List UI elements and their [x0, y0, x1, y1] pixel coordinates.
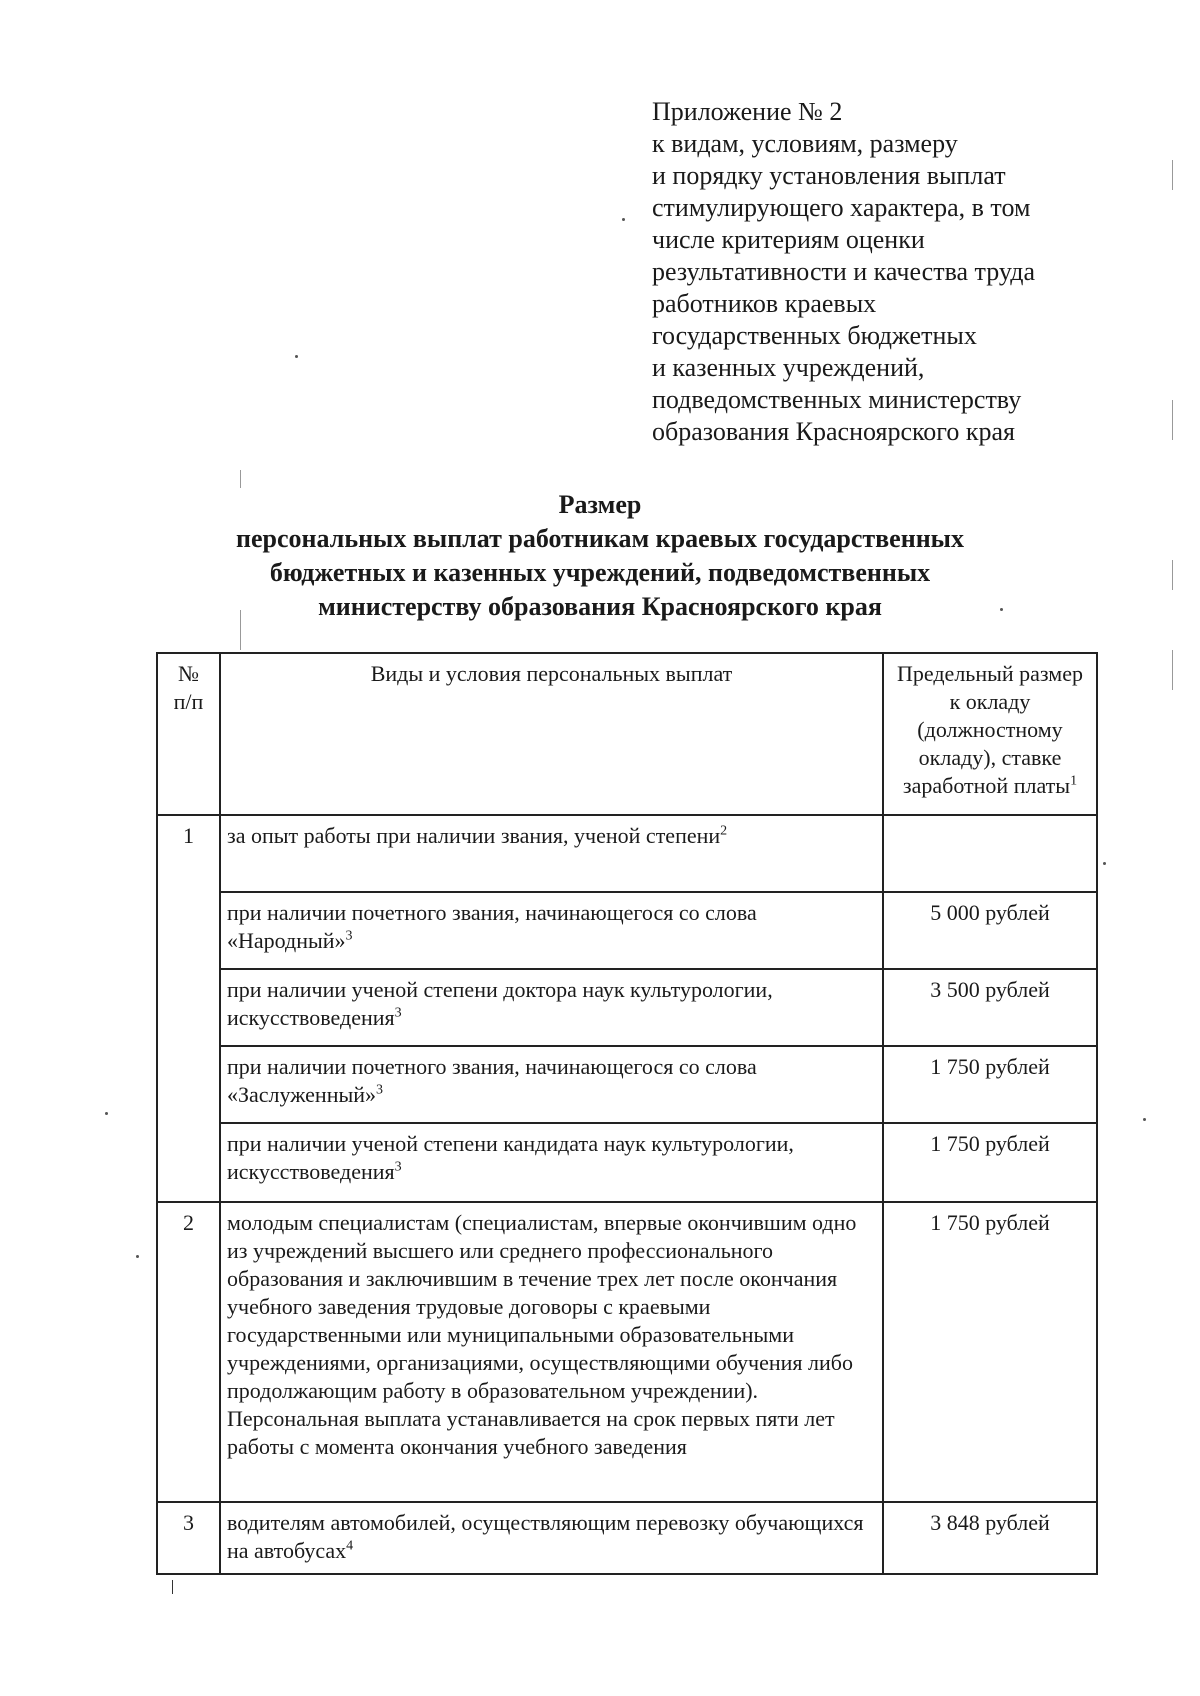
title-line: бюджетных и казенных учреждений, подведомственных [269, 558, 931, 587]
footnote-ref: 2 [720, 823, 728, 839]
document-title [140, 488, 1060, 624]
header-limit [883, 653, 1097, 815]
row-text [220, 1202, 883, 1502]
table-row [157, 1123, 1097, 1202]
header-kind: Виды и условия персональных выплат [220, 653, 883, 815]
row-text-content: при наличии почетного звания, начинающегося со слова «Народный» [227, 900, 757, 953]
scan-speck [1143, 1118, 1146, 1121]
scan-speck [1000, 608, 1003, 611]
table-row [157, 815, 1097, 892]
row-text-content: при наличии ученой степени доктора наук культурологии, искусствоведения [227, 977, 773, 1030]
table-row [157, 1046, 1097, 1123]
row-text-content: при наличии почетного звания, начинающегося со слова «Заслуженный» [227, 1054, 757, 1107]
footnote-ref: 3 [394, 1005, 402, 1021]
row-text [220, 1046, 883, 1123]
scan-speck [622, 218, 625, 221]
scan-mark [1172, 400, 1173, 440]
row-value: 1 750 рублей [883, 1046, 1097, 1123]
table-row [157, 969, 1097, 1046]
row-text [220, 892, 883, 969]
row-text [220, 815, 883, 892]
annex-line: стимулирующего характера, в том [652, 193, 1031, 222]
scan-mark [240, 610, 241, 650]
scan-mark [1172, 560, 1173, 590]
footnote-ref: 3 [376, 1082, 384, 1098]
scan-mark [240, 470, 241, 488]
header-number-line2: п/п [173, 689, 204, 714]
scan-speck [295, 355, 298, 358]
footnote-ref: 3 [345, 928, 353, 944]
footnote-ref: 3 [394, 1159, 402, 1175]
table-row [157, 892, 1097, 969]
row-value: 3 500 рублей [883, 969, 1097, 1046]
annex-line: к видам, условиям, размеру [652, 129, 958, 158]
annex-line: работников краевых [652, 289, 877, 318]
annex-line: и казенных учреждений, [652, 353, 925, 382]
annex-heading [652, 96, 1152, 448]
row-text [220, 1502, 883, 1574]
table-row [157, 1502, 1097, 1574]
table-header-row [157, 653, 1097, 815]
scan-speck [136, 1255, 139, 1258]
row-number: 3 [157, 1502, 220, 1574]
footnote-ref: 1 [1070, 773, 1078, 789]
row-value: 3 848 рублей [883, 1502, 1097, 1574]
annex-line: образования Красноярского края [652, 417, 1015, 446]
title-line: министерству образования Красноярского края [318, 592, 882, 621]
row-number: 1 [157, 815, 220, 1202]
scan-speck [1103, 862, 1106, 865]
scan-mark [1172, 160, 1173, 190]
annex-line: государственных бюджетных [652, 321, 977, 350]
title-line: Размер [558, 490, 642, 519]
row-text [220, 969, 883, 1046]
header-number [157, 653, 220, 815]
annex-line: Приложение № 2 [652, 97, 843, 126]
annex-line: числе критериям оценки [652, 225, 925, 254]
row-text-content: за опыт работы при наличии звания, ученой степени [227, 823, 721, 848]
footnote-ref: 4 [346, 1538, 354, 1554]
annex-line: подведомственных министерству [652, 385, 1022, 414]
table-row [157, 1202, 1097, 1502]
row-value: 1 750 рублей [883, 1202, 1097, 1502]
header-number-line1: № [178, 661, 199, 686]
payments-table [156, 652, 1098, 1575]
scan-mark [1172, 650, 1173, 690]
annex-line: и порядку установления выплат [652, 161, 1006, 190]
row-text-content: при наличии ученой степени кандидата наук культурологии, искусствоведения [227, 1131, 794, 1184]
scan-mark [172, 1580, 173, 1594]
row-text [220, 1123, 883, 1202]
row-value [883, 815, 1097, 892]
row-number: 2 [157, 1202, 220, 1502]
scan-speck [105, 1112, 108, 1115]
title-line: персональных выплат работникам краевых государственных [236, 524, 964, 553]
row-text-content: водителям автомобилей, осуществляющим перевозку обучающихся на автобусах [227, 1510, 864, 1563]
annex-line: результативности и качества труда [652, 257, 1036, 286]
row-value: 5 000 рублей [883, 892, 1097, 969]
header-limit-text: Предельный размер к окладу (должностному окладу), ставке заработной платы [897, 661, 1083, 798]
row-text-content: молодым специалистам (специалистам, впервые окончившим одно из учреждений высшего или среднего профессионального образования и заключившим в течение трех лет после окончания учебного заведения трудовые договоры с краевыми государственными или муниципальными образовательными учреждениями, организациями, осуществляющими обучения либо продолжающим работу в образовательном учреждении). Персональная выплата устанавливается на срок первых пяти лет работы с момента окончания учебного заведения [227, 1210, 857, 1459]
row-value: 1 750 рублей [883, 1123, 1097, 1202]
